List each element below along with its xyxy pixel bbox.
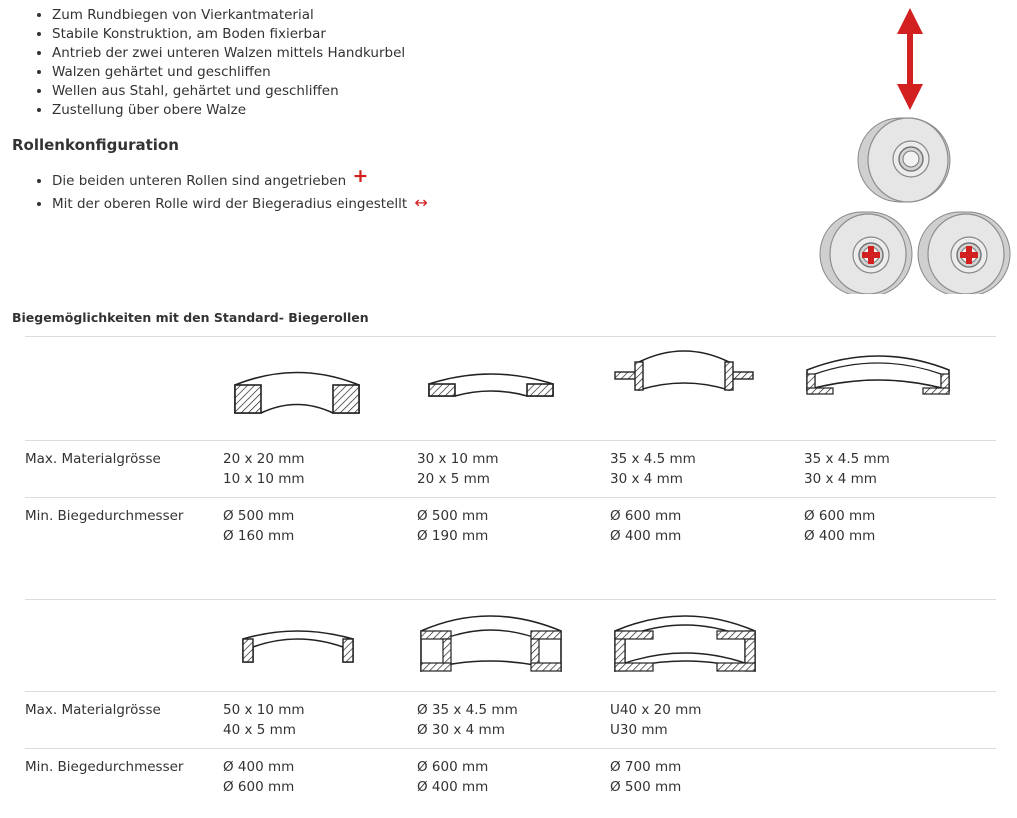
table-cell: Ø 500 mm Ø 190 mm [417, 508, 489, 544]
list-item-text: Mit der oberen Rolle wird der Biegeradius eingestellt [52, 196, 408, 212]
table-cell: Ø 600 mm Ø 400 mm [417, 759, 489, 795]
list-item: • Walzen gehärtet und geschliffen [52, 63, 405, 82]
table-cell: 20 x 20 mm 10 x 10 mm [223, 451, 305, 487]
divider [25, 748, 996, 749]
square-bar-icon [231, 366, 371, 416]
plus-icon: + [352, 165, 369, 187]
table-cell: U40 x 20 mm U30 mm [610, 702, 702, 738]
table-cell: Ø 600 mm Ø 400 mm [610, 508, 682, 544]
list-item: • Antrieb der zwei unteren Walzen mittels Handkurbel [52, 44, 405, 63]
vertical-arrow-icon [897, 8, 923, 110]
table-cell: 35 x 4.5 mm 30 x 4 mm [804, 451, 890, 487]
row-label-diameter: Min. Biegedurchmesser [25, 759, 184, 775]
t-profile-icon [611, 346, 761, 394]
lower-left-roller-icon [820, 212, 912, 294]
table-cell: Ø 600 mm Ø 400 mm [804, 508, 876, 544]
angle-profile-icon [805, 350, 955, 400]
table-cell: Ø 35 x 4.5 mm Ø 30 x 4 mm [417, 702, 518, 738]
lower-right-roller-icon [918, 212, 1010, 294]
round-tube-icon [415, 607, 567, 675]
row-label-diameter: Min. Biegedurchmesser [25, 508, 184, 524]
list-item-text: Die beiden unteren Rollen sind angetrieben [52, 173, 347, 189]
list-item: • Wellen aus Stahl, gehärtet und geschliffen [52, 82, 405, 101]
flat-bar-icon [425, 366, 565, 406]
table-cell: 35 x 4.5 mm 30 x 4 mm [610, 451, 696, 487]
list-item [52, 192, 428, 215]
list-item: • Zustellung über obere Walze [52, 101, 405, 120]
table-cell: 50 x 10 mm 40 x 5 mm [223, 702, 305, 738]
bending-table-2 [25, 599, 996, 809]
list-item: • Zum Rundbiegen von Vierkantmaterial [52, 6, 405, 25]
table-cell: 30 x 10 mm 20 x 5 mm [417, 451, 499, 487]
section-heading-bending: Biegemöglichkeiten mit den Standard- Biegerollen [12, 310, 369, 325]
list-item: • Stabile Konstruktion, am Boden fixierbar [52, 25, 405, 44]
table-cell: Ø 700 mm Ø 500 mm [610, 759, 682, 795]
row-label-material: Max. Materialgrösse [25, 451, 161, 467]
u-channel-icon [611, 607, 761, 675]
flat-bar-edge-icon [239, 627, 359, 667]
table-cell: Ø 400 mm Ø 600 mm [223, 759, 295, 795]
feature-list [32, 6, 405, 120]
row-label-material: Max. Materialgrösse [25, 702, 161, 718]
section-heading-roll-config: Rollenkonfiguration [12, 136, 179, 154]
table-cell: Ø 500 mm Ø 160 mm [223, 508, 295, 544]
roll-config-list [32, 165, 428, 215]
divider [25, 440, 996, 441]
divider [25, 497, 996, 498]
double-arrow-icon: ↔ [414, 193, 428, 212]
divider [25, 336, 996, 337]
upper-roller-icon [858, 118, 950, 202]
list-item [52, 165, 428, 192]
divider [25, 599, 996, 600]
bending-table-1 [25, 336, 996, 556]
roller-diagram [812, 4, 1012, 294]
divider [25, 691, 996, 692]
